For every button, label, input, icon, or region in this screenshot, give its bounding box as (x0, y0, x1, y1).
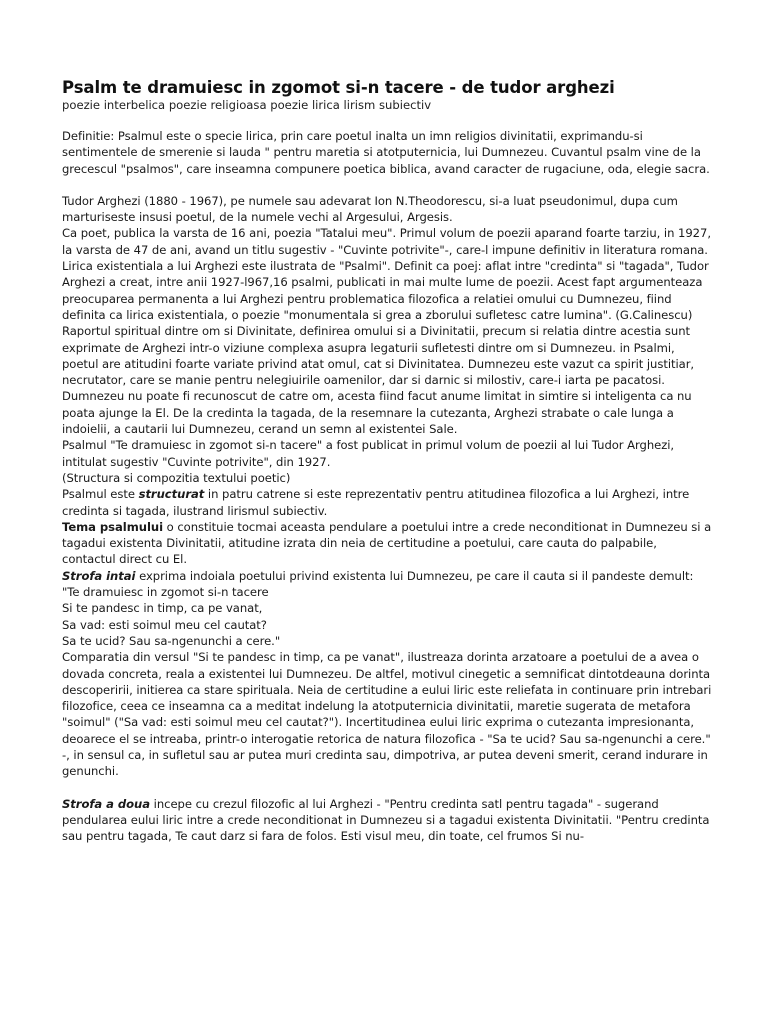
strofa2-paragraph (62, 796, 712, 845)
page-title: Psalm te dramuiesc in zgomot si-n tacere - de tudor arghezi (62, 78, 615, 97)
structurat-prefix: Psalmul este (62, 487, 139, 502)
tema-label: Tema psalmului (62, 519, 164, 534)
verse-line: "Te dramuiesc in zgomot si-n tacere (62, 585, 269, 600)
tema-paragraph (62, 519, 712, 568)
verse-block (62, 584, 712, 649)
strofa2-label: Strofa a doua (62, 796, 151, 811)
comparatia-paragraph: Comparatia din versul "Si te pandesc in timp, ca pe vanat", ilustreaza dorinta arzatoare a poetului de a avea o dovada concreta, reala a existentei lui Dumnezeu. De altfel, motivul cinegetic a semnificat dintotdeauna dorinta descoperirii, initierea ca stare spirituala. Neia de certitudine a eului liric este reliefata in continuare prin intrebari filozofice, ceea ce inseamna ca a meditat indelung la atotputernicia divinitatii, maretie sugerata de metafora "soimul" ("Sa vad: esti soimul meu cel cautat?"). Incertitudinea eului liric exprima o cutezanta impresionanta, deoarece el se intreaba, printr-o interogatie retorica de natura filozofica - "Sa te ucid? Sau sa-ngenunchi a cere." -, in sensul ca, in sufletul sau ar putea muri credinta sau, dimpotriva, ar putea deveni smerit, cerand indurare in genunchi. (62, 650, 712, 779)
psalmul-paragraph: Psalmul "Te dramuiesc in zgomot si-n tacere" a fost publicat in primul volum de poezii al lui Tudor Arghezi, intitulat sugestiv "Cuvinte potrivite", din 1927. (62, 438, 675, 469)
definition-paragraph: Definitie: Psalmul este o specie lirica, prin care poetul inalta un imn religios divinitatii, exprimandu-si sentimentele de smerenie si lauda " pentru maretia si atotputernicia, lui Dumnezeu. Cuvantul psalm vine de la grecescul "psalmos", care inseamna compunere poetica biblica, avand caracter de rugaciune, oda, elegie sacra. (62, 129, 710, 176)
strofa1-text: exprima indoiala poetului privind existenta lui Dumnezeu, pe care il cauta si il pandeste demult: (135, 568, 694, 583)
tema-text: o constituie tocmai aceasta pendulare a poetului intre a crede neconditionat in Dumnezeu si a tagadui existenta Divinitatii, atitudine izrata din neia de certitudine a poetului, care cauta do palpabile, contactul direct cu El. (62, 519, 712, 567)
verse-line: Sa te ucid? Sau sa-ngenunchi a cere." (62, 633, 281, 648)
lirica-paragraph: Lirica existentiala a lui Arghezi este ilustrata de "Psalmi". Definit ca poej: aflat intre "credinta" si "tagada", Tudor Arghezi a creat, intre anii 1927-l967,16 psalmi, publicati in mai multe lume de poezii. Acest fapt argumenteaza preocuparea permanenta a lui Arghezi pentru problematica filozofica a relatiei omului cu Dumnezeu, fiind definita ca lirica existentiala, o poezie "monumentala si grea a zborului sufletesc catre lumina". (G.Calinescu) (62, 259, 709, 322)
bio-paragraph: Tudor Arghezi (1880 - 1967), pe numele sau adevarat Ion N.Theodorescu, si-a luat pseudonimul, dupa cum marturiseste insusi poetul, de la numele vechi al Argesului, Argesis. (62, 193, 678, 225)
debut-paragraph: Ca poet, publica la varsta de 16 ani, poezia "Tatalui meu". Primul volum de poezii aparand foarte tarziu, in 1927, la varsta de 47 de ani, avand un titlu sugestiv - "Cuvinte potrivite"-, care-l impune definitiv in literatura romana. (62, 226, 711, 257)
verse-line: Sa vad: esti soimul meu cel cautat? (62, 617, 267, 632)
strofa1-paragraph (62, 568, 712, 584)
verse-line: Si te pandesc in timp, ca pe vanat, (62, 601, 263, 616)
structura-heading: (Structura si compozitia textului poetic) (62, 470, 291, 485)
structurat-emphasis: structurat (138, 487, 205, 502)
document-page (62, 78, 712, 844)
strofa1-label: Strofa intai (62, 568, 136, 583)
tag-list: poezie interbelica poezie religioasa poezie lirica lirism subiectiv (62, 98, 432, 112)
strofa2-text: incepe cu crezul filozofic al lui Arghezi - "Pentru credinta satl pentru tagada" - sugerand pendularea eului liric intre a crede neconditionat in Dumnezeu si a tagadui existenta Divinitatii. "Pentru credinta sau pentru tagada, Te caut darz si fara de folos. Esti visul meu, din toate, cel frumos Si nu- (62, 796, 710, 844)
raport-paragraph: Raportul spiritual dintre om si Divinitate, definirea omului si a Divinitatii, precum si relatia dintre acestia sunt exprimate de Arghezi intr-o viziune complexa asupra legaturii sufletesti dintre om si Dumnezeu. in Psalmi, poetul are atitudini foarte variate privind atat omul, cat si Divinitatea. Dumnezeu este vazut ca spirit justitiar, necrutator, care se manie pentru nelegiuirile oamenilor, dar si darnic si milostiv, care-i iarta pe pacatosi. Dumnezeu nu poate fi recunoscut de catre om, acesta fiind facut anume limitat in simtire si inteligenta ca nu poata ajunge la El. De la credinta la tagada, de la resemnare la cutezanta, Arghezi strabate o cale lunga a indoielii, a cautarii lui Dumnezeu, cerand un semn al existentei Sale. (62, 324, 695, 437)
structurat-suffix: in patru catrene si este reprezentativ pentru atitudinea filozofica a lui Arghezi, intre credinta si tagada, ilustrand lirismul subiectiv. (62, 487, 690, 518)
structurat-paragraph (62, 486, 712, 519)
